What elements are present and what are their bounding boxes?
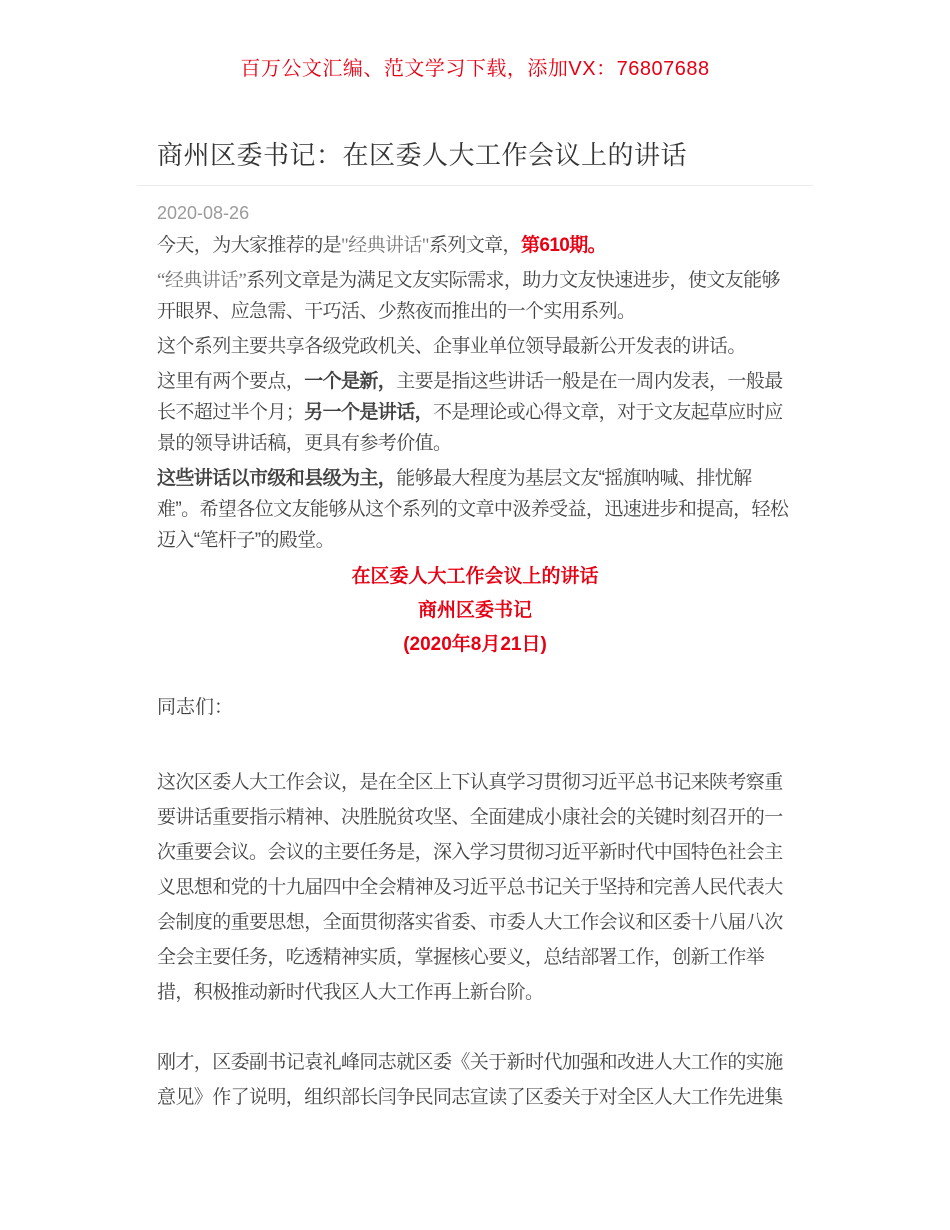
intro-paragraph — [157, 463, 793, 556]
speech-heading-line — [157, 628, 793, 662]
speech-paragraph — [157, 765, 793, 1010]
page-title: 商州区委书记：在区委人大工作会议上的讲话 — [157, 140, 688, 170]
speech-heading-line — [157, 560, 793, 594]
intro-paragraph — [157, 230, 793, 261]
speech-heading-line — [157, 594, 793, 628]
article-content — [137, 203, 813, 1115]
speech-heading — [157, 560, 793, 662]
text-segment: (2020年8月21日) — [403, 634, 547, 655]
text-segment: 能够最大程度为基层文友“摇旗呐喊、排忧解难”。希望各位文友能够从这个系列的文章中汲养受益，迅速进步和提高，轻松迈入“笔杆子”的殿堂。 — [157, 468, 789, 551]
text-segment-redbold: 第610期。 — [520, 235, 607, 256]
publish-date: 2020-08-26 — [157, 203, 250, 223]
text-segment: 刚才，区委副书记袁礼峰同志就区委《关于新时代加强和改进人大工作的实施意见》作了说明，组织部长闫争民同志宣读了区委关于对全区人大工作先进集 — [157, 1052, 783, 1108]
text-segment: 这次区委人大工作会议，是在全区上下认真学习贯彻习近平总书记来陕考察重要讲话重要指示精神、决胜脱贫攻坚、全面建成小康社会的关键时刻召开的一次重要会议。会议的主要任务是，深入学习贯彻习近平新时代中国特色社会主义思想和党的十九届四中全会精神及习近平总书记关于坚持和完善人民代表大会制度的重要思想，全面贯彻落实省委、市委人大工作会议和区委十八届八次全会主要任务，吃透精神实质，掌握核心要义，总结部署工作，创新工作举措，积极推动新时代我区人大工作再上新台阶。 — [157, 772, 783, 1003]
text-segment: 今天，为大家推荐的是 — [157, 235, 342, 256]
text-segment: 在区委人大工作会议上的讲话 — [351, 566, 599, 587]
intro-paragraph — [157, 265, 793, 327]
text-segment: 系列文章， — [428, 235, 521, 256]
text-segment: 这个系列主要共享各级党政机关、企事业单位领导最新公开发表的讲话。 — [157, 336, 746, 357]
salutation: 同志们： — [157, 697, 234, 718]
text-segment-classic: “经典讲话” — [157, 270, 247, 291]
speech-body — [157, 765, 793, 1115]
text-segment-bold: 一个是新， — [304, 371, 397, 392]
intro-paragraph — [157, 366, 793, 459]
text-segment: 主要是指这些讲话一般是在一周内发表，一般最长不超过半个月； — [157, 371, 783, 423]
promo-banner-text: 百万公文汇编、范文学习下载，添加VX：76807688 — [240, 58, 710, 80]
text-segment: 商州区委书记 — [417, 600, 532, 621]
article — [137, 139, 813, 1115]
promo-banner — [0, 0, 950, 81]
text-segment-classic: "经典讲话" — [341, 235, 429, 256]
text-segment: 系列文章是为满足文友实际需求，助力文友快速进步，使文友能够开眼界、应急需、干巧活、少熬夜而推出的一个实用系列。 — [157, 270, 780, 322]
speech-paragraph — [157, 1045, 793, 1115]
intro-section — [157, 230, 793, 556]
text-segment: 不是理论或心得文章，对于文友起草应时应景的领导讲话稿，更具有参考价值。 — [157, 402, 783, 454]
title-divider — [137, 185, 813, 186]
text-segment: 这里有两个要点， — [157, 371, 305, 392]
intro-paragraph — [157, 331, 793, 362]
text-segment-bold: 这些讲话以市级和县级为主， — [157, 468, 397, 489]
text-segment-bold: 另一个是讲话， — [304, 402, 434, 423]
